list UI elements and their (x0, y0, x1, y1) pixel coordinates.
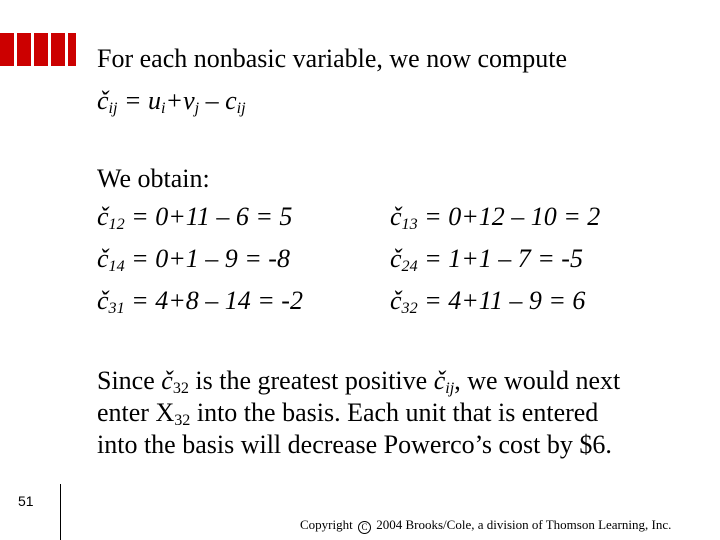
result-c12: $č_{12} = 0+11 - 6 = 5$ (97, 202, 293, 234)
conclusion-line-3: into the basis will decrease Powerco’s cost by $6. (97, 430, 612, 459)
page-number: 51 (18, 493, 34, 509)
result-c14: $č_{14} = 0+1 - 9 = -8$ (97, 244, 290, 276)
result-c32: $č_{32} = 4+11 - 9 = 6$ (390, 286, 586, 318)
copyright-icon: C (358, 521, 371, 534)
result-c13: $č_{13} = 0+12 - 10 = 2$ (390, 202, 601, 234)
conclusion-line-1: Since $č_{32}$ is the greatest positive $č_{ij}$, we would next (97, 366, 621, 398)
copyright-notice: Copyright C 2004 Brooks/Cole, a division of Thomson Learning, Inc. (300, 517, 672, 532)
result-c24: $č_{24} = 1+1 - 7 = -5$ (390, 244, 583, 276)
conclusion-line-2: enter $X_{32}$ into the basis. Each unit that is entered (97, 398, 599, 430)
logo-bars (0, 33, 76, 66)
result-c31: $č_{31} = 4+8 - 14 = -2$ (97, 286, 303, 318)
obtain-label: We obtain: (97, 164, 210, 193)
footer-divider (60, 484, 61, 540)
intro-text: For each nonbasic variable, we now compute (97, 44, 568, 73)
formula: $č_{ij} = u_i+v_j - c_{ij}$ (97, 86, 246, 118)
